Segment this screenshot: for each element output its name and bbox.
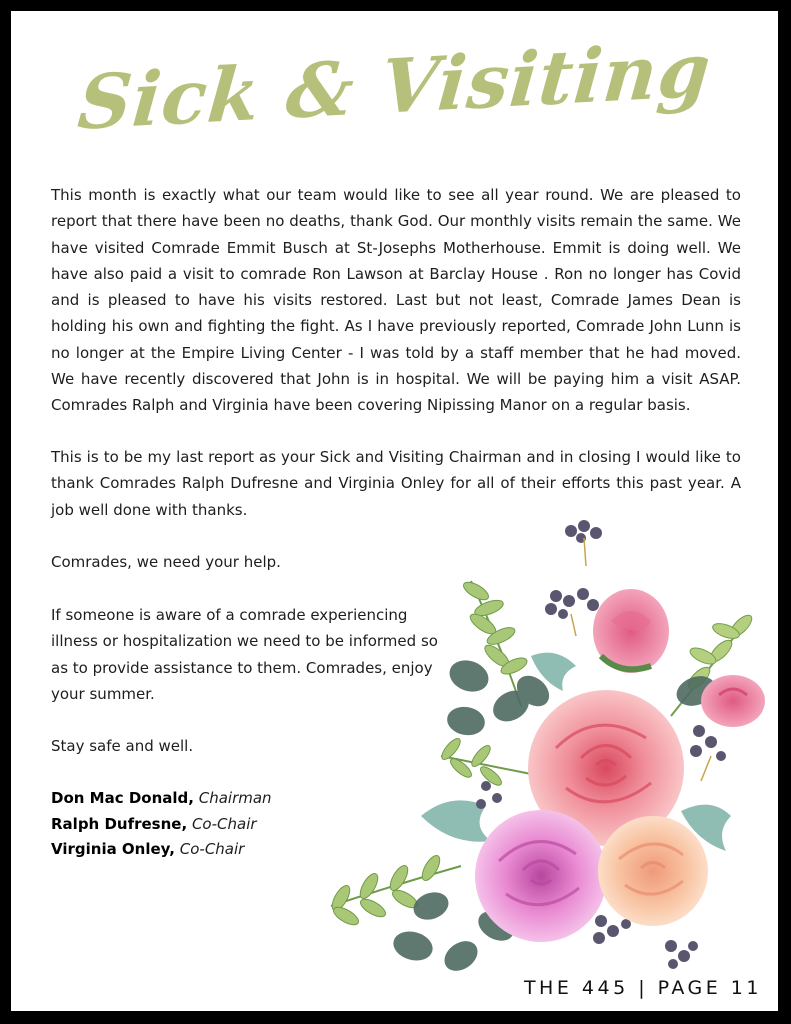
peach-rose: [598, 816, 708, 926]
signature-role: Co-Chair: [191, 814, 257, 833]
magenta-rose: [475, 810, 607, 942]
page-title: Sick & Visiting: [74, 27, 715, 147]
help-request-paragraph: Comrades, we need your help.: [51, 553, 281, 571]
signature-line: [51, 786, 272, 812]
signature-line: [51, 837, 272, 863]
signature-name: Ralph Dufresne,: [51, 814, 188, 833]
page-footer: THE 445 | PAGE 11: [523, 977, 762, 999]
closing-paragraph: This is to be my last report as your Sick and Visiting Chairman and in closing I would like to thank Comrades Ralph Dufresne and Virginia Onley for all of their efforts this past year. A job well done with thanks.: [51, 448, 741, 519]
signature-role: Co-Chair: [179, 840, 245, 858]
signature-block: [51, 786, 272, 863]
farewell-paragraph: Stay safe and well.: [51, 737, 194, 755]
signature-name: Don Mac Donald,: [51, 789, 194, 807]
signature-role: Chairman: [198, 789, 272, 807]
pink-rose-bud: [701, 675, 765, 727]
signature-name: Virginia Onley,: [51, 840, 175, 858]
informing-paragraph: If someone is aware of a comrade experiencing illness or hospitalization we need to be informed so as to provide assistance to them. Comrades, enjoy your summer.: [51, 606, 438, 703]
fern-leaf: [439, 736, 541, 788]
fern-leaf: [329, 853, 461, 928]
pink-rose-bud: [593, 589, 669, 673]
floral-bouquet-illustration: [301, 506, 771, 986]
newsletter-page: [11, 11, 778, 1011]
signature-line: [51, 812, 272, 838]
report-paragraph: This month is exactly what our team would like to see all year round. We are pleased to report that there have been no deaths, thank God. Our monthly visits remain the same. We have visited Comrade Emmit Busch at St-Josephs Motherhouse. Emmit is doing well. We have also paid a visit to comrade Ron Lawson at Barclay House . Ron no longer has Covid and is pleased to have his visits restored. Last but not least, Comrade James Dean is holding his own and fighting the fight. As I have previously reported, Comrade John Lunn is no longer at the Empire Living Center - I was told by a staff member that he had moved. We have recently discovered that John is in hospital. We will be paying him a visit ASAP. Comrades Ralph and Virginia have been covering Nipissing Manor on a regular basis.: [51, 186, 741, 415]
